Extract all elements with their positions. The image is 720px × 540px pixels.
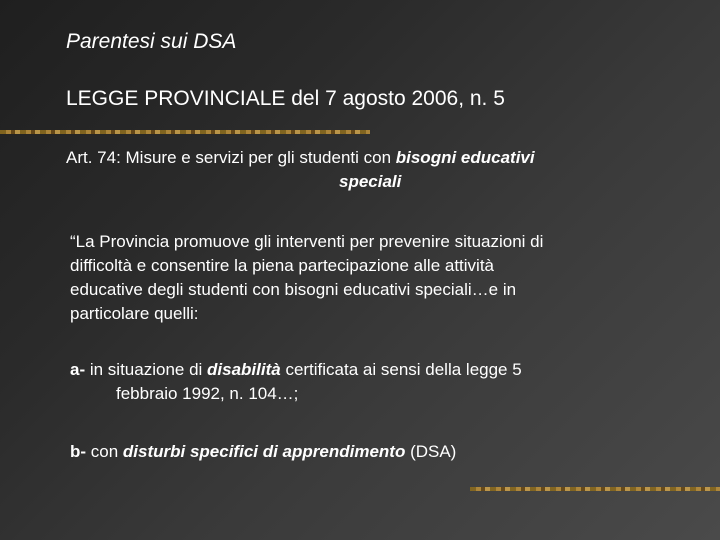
- quote-line: educative degli studenti con bisogni educativi speciali…e in: [70, 280, 517, 299]
- bottom-divider: [470, 487, 720, 491]
- article-heading: [66, 146, 696, 194]
- item-b-marker: b-: [70, 442, 87, 461]
- law-title: LEGGE PROVINCIALE del 7 agosto 2006, n. 5: [66, 87, 505, 110]
- item-b-before: con: [86, 442, 123, 461]
- quote-block: [70, 230, 700, 326]
- item-a-after: certificata ai sensi della legge 5: [280, 360, 522, 379]
- list-item-b: [70, 440, 700, 464]
- item-a-line2: febbraio 1992, n. 104…;: [116, 384, 299, 403]
- slide-subtitle: Parentesi sui DSA: [66, 30, 237, 53]
- item-b-emphasis: disturbi specifici di apprendimento: [122, 442, 406, 461]
- article-emphasis-2: speciali: [339, 172, 402, 191]
- top-divider: [0, 130, 370, 134]
- quote-line: particolare quelli:: [70, 304, 199, 323]
- list-item-a: [70, 358, 700, 406]
- item-a-marker: a-: [70, 360, 86, 379]
- item-a-before: in situazione di: [85, 360, 208, 379]
- article-prefix: Art. 74: Misure e servizi per gli studenti con: [66, 148, 396, 167]
- item-a-emphasis: disabilità: [207, 360, 281, 379]
- quote-line: “La Provincia promuove gli interventi per prevenire situazioni di: [70, 232, 544, 251]
- item-b-after: (DSA): [405, 442, 457, 461]
- quote-line: difficoltà e consentire la piena partecipazione alle attività: [70, 256, 495, 275]
- article-emphasis-1: bisogni educativi: [395, 148, 535, 167]
